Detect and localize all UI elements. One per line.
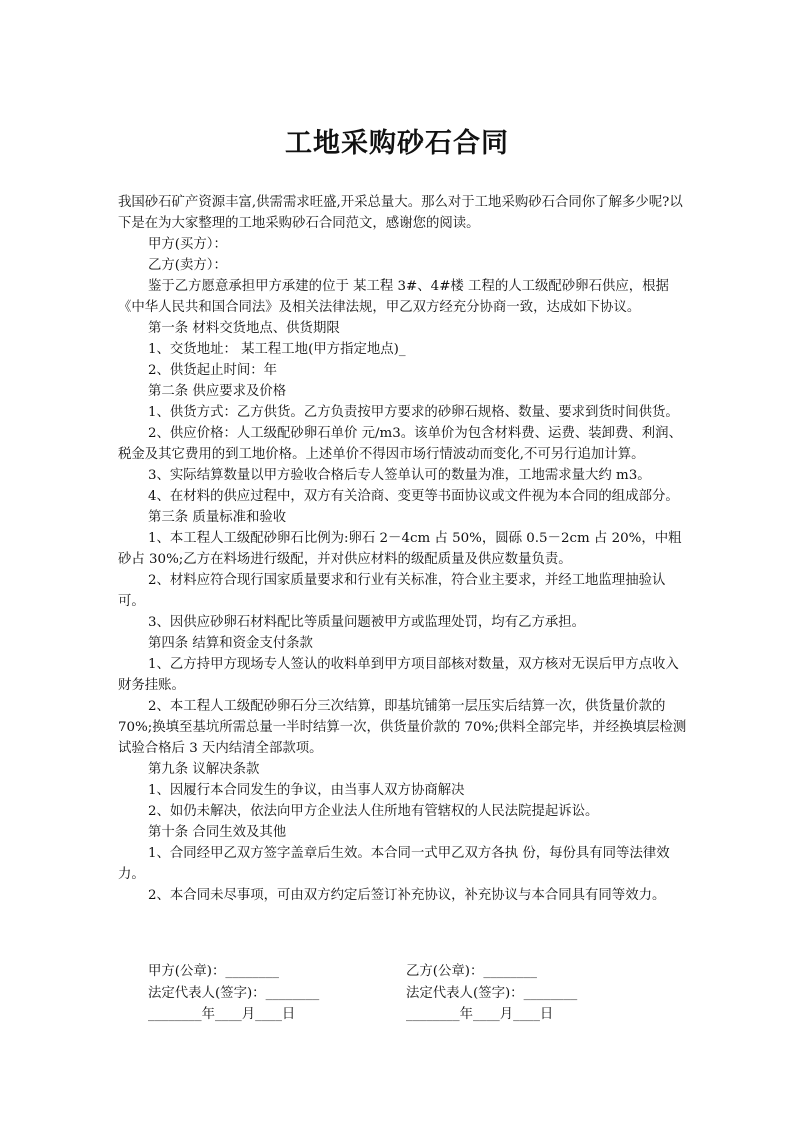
contract-paragraph: 1、合同经甲乙双方签字盖章后生效。本合同一式甲乙双方各执 份，每份具有同等法律效力。 bbox=[118, 846, 670, 882]
contract-paragraph: 第二条 供应要求及价格 bbox=[148, 384, 287, 399]
contract-paragraph: 第十条 合同生效及其他 bbox=[148, 825, 287, 840]
contract-paragraph: 2、本合同未尽事项，可由双方约定后签订补充协议，补充协议与本合同具有同等效力。 bbox=[148, 888, 666, 903]
contract-paragraph: 乙方(卖方）： bbox=[148, 258, 227, 273]
contract-paragraph: 3、因供应砂卵石材料配比等质量问题被甲方或监理处罚，均有乙方承担。 bbox=[148, 615, 586, 630]
contract-paragraph: 1、交货地址： 某工程工地(甲方指定地点)_ bbox=[148, 342, 406, 357]
contract-paragraph: 4、在材料的供应过程中，双方有关洽商、变更等书面协议或文件视为本合同的组成部分。 bbox=[148, 489, 679, 504]
contract-paragraph: 2、本工程人工级配砂卵石分三次结算，即基坑铺第一层压实后结算一次，供货量价款的 70%;换填至基坑所需总量一半时结算一次，供货量价款的 70%;供料全部完毕，并经换填层检测试验合格后 3 天内结清全部款项。 bbox=[118, 699, 687, 756]
contract-paragraph: 第一条 材料交货地点、供货期限 bbox=[148, 321, 340, 336]
contract-paragraph: 2、如仍未解决，依法向甲方企业法人住所地有管辖权的人民法院提起诉讼。 bbox=[148, 804, 599, 819]
contract-paragraph: 1、乙方持甲方现场专人签认的收料单到甲方项目部核对数量，双方核对无误后甲方点收入财务挂账。 bbox=[118, 657, 679, 693]
contract-paragraph: 第九条 议解决条款 bbox=[148, 762, 260, 777]
party-a-date-line: ________年____月____日 bbox=[148, 1007, 296, 1022]
party-b-date-line: ________年____月____日 bbox=[406, 1007, 554, 1022]
contract-paragraph: 2、供货起止时间：年 bbox=[148, 363, 278, 378]
contract-paragraph: 1、因履行本合同发生的争议，由当事人双方协商解决 bbox=[148, 783, 465, 798]
party-a-representative-line: 法定代表人(签字)：________ bbox=[148, 986, 320, 1001]
party-a-seal-line: 甲方(公章)：________ bbox=[148, 964, 279, 979]
contract-paragraph: 2、材料应符合现行国家质量要求和行业有关标准，符合业主要求，并经工地监理抽验认可。 bbox=[118, 573, 666, 609]
contract-paragraph: 第四条 结算和资金支付条款 bbox=[148, 636, 313, 651]
contract-body bbox=[118, 192, 688, 906]
document-title: 工地采购砂石合同 bbox=[285, 128, 509, 159]
contract-paragraph: 鉴于乙方愿意承担甲方承建的位于 某工程 3#、4#楼 工程的人工级配砂卵石供应，根据《中华人民共和国合同法》及相关法律法规，甲乙双方经充分协商一致，达成如下协议。 bbox=[118, 279, 669, 315]
party-b-seal-line: 乙方(公章)：________ bbox=[406, 964, 537, 979]
contract-paragraph: 1、本工程人工级配砂卵石比例为:卵石 2－4cm 占 50%，圆砾 0.5－2cm 占 20%，中粗砂占 30%;乙方在料场进行级配，并对供应材料的级配质量及供应数量负责。 bbox=[118, 531, 682, 567]
contract-paragraph: 3、实际结算数量以甲方验收合格后专人签单认可的数量为准，工地需求量大约 m3。 bbox=[148, 468, 651, 483]
contract-paragraph: 2、供应价格：人工级配砂卵石单价 元/m3。该单价为包含材料费、运费、装卸费、利润、税金及其它费用的到工地价格。上述单价不得因市场行情波动而变化,不可另行追加计算。 bbox=[118, 426, 682, 462]
contract-paragraph: 第三条 质量标准和验收 bbox=[148, 510, 287, 525]
contract-paragraph: 1、供货方式：乙方供货。乙方负责按甲方要求的砂卵石规格、数量、要求到货时间供货。 bbox=[148, 405, 679, 420]
contract-paragraph: 甲方(买方）： bbox=[148, 237, 227, 252]
party-b-representative-line: 法定代表人(签字)：________ bbox=[406, 986, 578, 1001]
contract-paragraph: 我国砂石矿产资源丰富,供需需求旺盛,开采总量大。那么对于工地采购砂石合同你了解多少呢?以下是在为大家整理的工地采购砂石合同范文，感谢您的阅读。 bbox=[118, 195, 683, 231]
